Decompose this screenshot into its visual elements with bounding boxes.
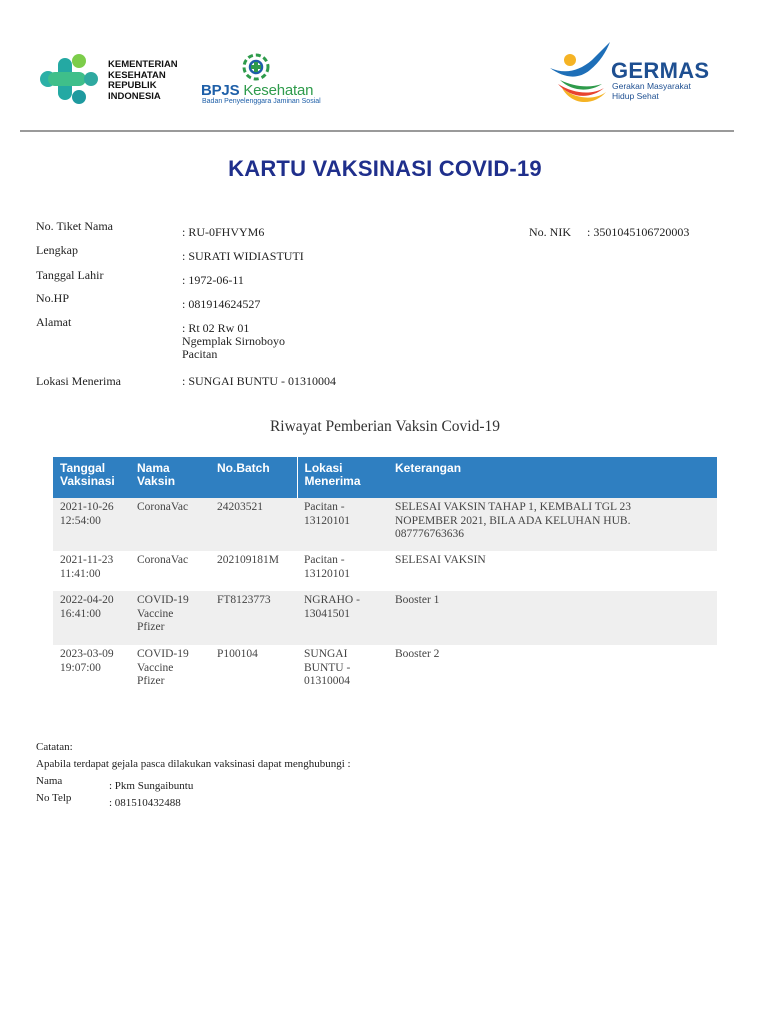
table-header-row (53, 457, 717, 498)
column-header-line: Lokasi (304, 461, 343, 475)
cell-line: NGRAHO - (304, 594, 360, 606)
column-header-location (297, 457, 388, 498)
bpjs-brand-part: Kesehatan (243, 82, 314, 99)
bpjs-tagline: Badan Penyelenggara Jaminan Sosial (202, 98, 321, 105)
cell-line: 13041501 (304, 607, 350, 620)
cell-line: Booster 1 (395, 594, 440, 606)
cell-line: 19:07:00 (60, 661, 101, 674)
column-header-line: Tanggal (60, 461, 106, 475)
bpjs-emblem-icon (239, 51, 273, 83)
cell-location (297, 498, 388, 551)
cell-note (388, 591, 717, 645)
ministry-name (108, 60, 208, 102)
column-header-line: No.Batch (217, 461, 270, 475)
cell-line: COVID-19 (137, 594, 189, 606)
germas-name: GERMAS (611, 58, 710, 83)
ministry-line: KEMENTERIAN (108, 59, 178, 70)
column-header-line: Nama (137, 461, 170, 475)
column-header-note (388, 457, 717, 498)
history-title: Riwayat Pemberian Vaksin Covid-19 (269, 418, 501, 435)
cell-date (53, 645, 130, 697)
column-header-vaccine (130, 457, 210, 498)
address-value (182, 322, 285, 361)
germas-logo (548, 40, 614, 110)
bpjs-brand-part: BPJS (201, 82, 240, 99)
contact-phone-value: : 081510432488 (109, 797, 181, 809)
cell-line: 16:41:00 (60, 607, 101, 620)
germas-tagline-line: Hidup Sehat (612, 90, 659, 101)
column-header-line: Vaksinasi (60, 474, 115, 488)
address-label: Alamat (36, 315, 72, 329)
ministry-line: INDONESIA (108, 90, 161, 102)
cell-line: Pacitan - (304, 554, 345, 566)
table-row (53, 498, 717, 551)
fullname-label: Lengkap (36, 243, 78, 257)
cell-line: COVID-19 (137, 648, 189, 660)
cell-location (297, 551, 388, 591)
dob-value: : 1972-06-11 (182, 273, 244, 287)
bpjs-logo (239, 51, 273, 83)
cell-location (297, 591, 388, 645)
phone-label: No.HP (36, 291, 70, 305)
germas-figure-icon (548, 40, 614, 110)
cell-line: CoronaVac (137, 501, 189, 513)
cell-note (388, 498, 717, 551)
location-value: : SUNGAI BUNTU - 01310004 (182, 374, 336, 388)
column-header-line: Keterangan (395, 461, 462, 475)
fullname-value: : SURATI WIDIASTUTI (182, 249, 304, 263)
cell-batch: P100104 (210, 645, 297, 697)
cell-line: 2023-03-09 (60, 648, 114, 660)
column-header-line: Vaksin (137, 474, 176, 488)
cell-line: 13120101 (304, 567, 350, 580)
contact-phone-label: No Telp (36, 792, 72, 804)
cell-vaccine (130, 645, 210, 697)
kemenkes-emblem-icon (38, 52, 102, 106)
page-title: KARTU VAKSINASI COVID-19 (228, 156, 542, 181)
notes-heading: Catatan: (36, 741, 73, 753)
address-line: Ngemplak Sirnoboyo (182, 334, 285, 348)
cell-line: Vaccine (137, 661, 174, 674)
cell-line: Booster 2 (395, 648, 440, 660)
cell-vaccine (130, 551, 210, 591)
history-table (53, 457, 717, 697)
cell-line: 12:54:00 (60, 514, 101, 527)
cell-note (388, 645, 717, 697)
cell-line: 087776763636 (395, 528, 464, 540)
cell-line: 2022-04-20 (60, 594, 114, 606)
cell-vaccine (130, 498, 210, 551)
contact-name-value: : Pkm Sungaibuntu (109, 780, 194, 792)
cell-line: NOPEMBER 2021, BILA ADA KELUHAN HUB. (395, 514, 631, 527)
ticket-value: : RU-0FHVYM6 (182, 225, 265, 239)
cell-line: CoronaVac (137, 554, 189, 566)
cell-line: Pfizer (137, 621, 165, 633)
table-row (53, 645, 717, 697)
bpjs-brand (201, 82, 313, 99)
nik-label: No. NIK (529, 225, 571, 239)
nik-value: : 3501045106720003 (587, 225, 690, 239)
cell-date (53, 591, 130, 645)
cell-line: SUNGAI (304, 648, 348, 660)
location-label: Lokasi Menerima (36, 374, 121, 388)
cell-batch: 24203521 (210, 498, 297, 551)
germas-tagline (612, 82, 722, 101)
cell-line: Pacitan - (304, 501, 345, 513)
cell-date (53, 551, 130, 591)
cell-line: 2021-11-23 (60, 554, 114, 566)
cell-date (53, 498, 130, 551)
cell-line: BUNTU - (304, 661, 351, 674)
notes-text: Apabila terdapat gejala pasca dilakukan vaksinasi dapat menghubungi : (36, 758, 351, 770)
dob-label: Tanggal Lahir (36, 268, 104, 282)
cell-vaccine (130, 591, 210, 645)
cell-line: Vaccine (137, 607, 174, 620)
column-header-line: Menerima (304, 474, 361, 488)
column-header-batch (210, 457, 297, 498)
address-line: : Rt 02 Rw 01 (182, 321, 250, 335)
cell-batch: FT8123773 (210, 591, 297, 645)
address-line: Pacitan (182, 347, 218, 361)
ministry-line: KESEHATAN (108, 69, 166, 81)
cell-line: 01310004 (304, 675, 350, 687)
germas-tagline-line: Gerakan Masyarakat (612, 81, 691, 91)
ticket-label: No. Tiket Nama (36, 219, 114, 233)
cell-line: 13120101 (304, 514, 350, 527)
kemenkes-logo (38, 52, 102, 106)
header-divider (20, 130, 734, 132)
table-row (53, 551, 717, 591)
cell-location (297, 645, 388, 697)
cell-line: Pfizer (137, 675, 165, 687)
ministry-line: REPUBLIK (108, 80, 157, 91)
cell-line: 11:41:00 (60, 567, 101, 580)
phone-value: : 081914624527 (182, 297, 261, 311)
cell-line: 2021-10-26 (60, 501, 114, 513)
cell-line: SELESAI VAKSIN TAHAP 1, KEMBALI TGL 23 (395, 501, 632, 513)
column-header-date (53, 457, 130, 498)
contact-name-label: Nama (36, 775, 63, 787)
cell-line: SELESAI VAKSIN (395, 554, 486, 566)
cell-batch: 202109181M (210, 551, 297, 591)
table-row (53, 591, 717, 645)
cell-note (388, 551, 717, 591)
